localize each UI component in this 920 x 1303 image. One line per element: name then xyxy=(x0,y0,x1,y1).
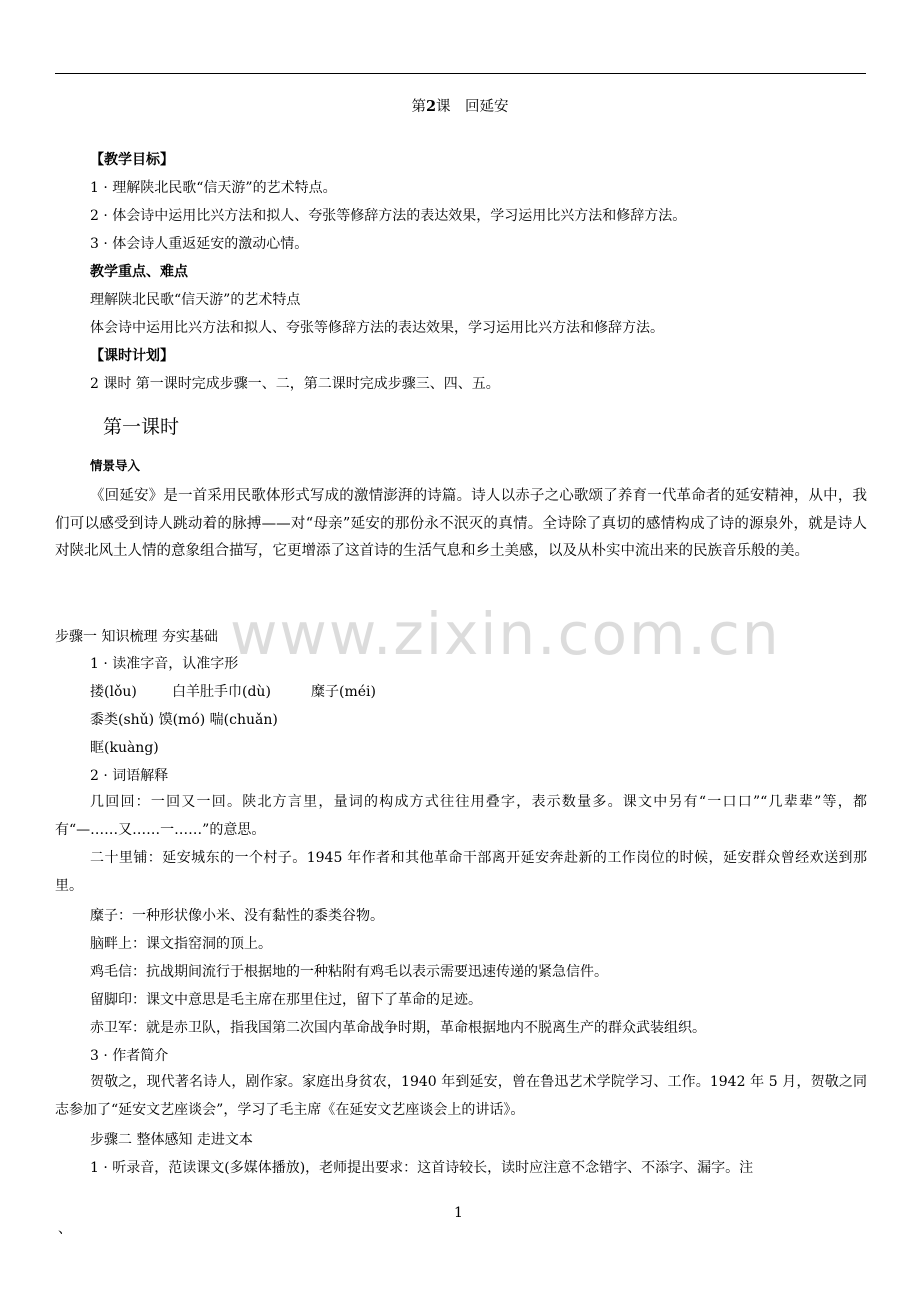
lesson-number: 2 xyxy=(425,98,437,115)
intro-heading: 情景导入 xyxy=(90,458,141,473)
word-entry: 糜子：一种形状像小米、没有黏性的黍类谷物。 xyxy=(90,908,384,924)
author-heading: 3 · 作者简介 xyxy=(90,1048,169,1064)
word-entry: 几回回：一回又一回。陕北方言里，量词的构成方式往往用叠字，表示数量多。课文中另有“一口口”“几辈辈”等，都有“—……又……一……”的意思。 xyxy=(55,794,867,838)
word-entry: 脑畔上：课文指窑洞的顶上。 xyxy=(90,936,272,952)
corner-mark: 、 xyxy=(58,1221,72,1237)
pron-row: 黍类(shǔ) 馍(mó) 喘(chuǎn) xyxy=(90,712,278,728)
keypoint-item: 体会诗中运用比兴方法和拟人、夸张等修辞方法的表达效果，学习运用比兴方法和修辞方法。 xyxy=(90,320,664,336)
author-paragraph: 贺敬之，现代著名诗人，剧作家。家庭出身贫农，1940 年到延安，曾在鲁迅艺术学院学习、工作。1942 年 5 月，贺敬之同志参加了“延安文艺座谈会”，学习了毛主席《在延安文艺座谈会上的讲话》。 xyxy=(55,1074,867,1118)
lesson1-heading: 第一课时 xyxy=(103,416,180,438)
pron-heading: 1 · 读准字音，认准字形 xyxy=(90,656,239,672)
step2-heading: 步骤二 整体感知 走进文本 xyxy=(90,1132,253,1148)
goal-item: 1 · 理解陕北民歌“信天游”的艺术特点。 xyxy=(90,180,337,196)
step1-heading: 步骤一 知识梳理 夯实基础 xyxy=(55,629,218,645)
keypoint-item: 理解陕北民歌“信天游”的艺术特点 xyxy=(90,292,301,308)
step2-item: 1 · 听录音，范读课文(多媒体播放)，老师提出要求：这首诗较长，读时应注意不念错字、不添字、漏字。注 xyxy=(90,1160,754,1176)
header-rule xyxy=(55,73,866,74)
page-number: 1 xyxy=(454,1205,463,1221)
words-heading: 2 · 词语解释 xyxy=(90,768,169,784)
plan-heading: 【课时计划】 xyxy=(90,348,174,364)
plan-text: 2 课时 第一课时完成步骤一、二，第二课时完成步骤三、四、五。 xyxy=(90,376,500,392)
word-entry: 赤卫军：就是赤卫队，指我国第二次国内革命战争时期，革命根据地内不脱离生产的群众武装组织。 xyxy=(90,1020,706,1036)
watermark: www.zixin.com.cn xyxy=(230,600,781,668)
pron-item: 搂(lǒu) xyxy=(90,684,137,700)
goals-heading: 【教学目标】 xyxy=(90,152,174,168)
pron-item: 糜子(méi) xyxy=(311,684,376,700)
pron-row: 眶(kuàng) xyxy=(90,740,159,756)
word-entry: 留脚印：课文中意思是毛主席在那里住过，留下了革命的足迹。 xyxy=(90,992,482,1008)
word-entry: 鸡毛信：抗战期间流行于根据地的一种粘附有鸡毛以表示需要迅速传递的紧急信件。 xyxy=(90,964,608,980)
goal-item: 2 · 体会诗中运用比兴方法和拟人、夸张等修辞方法的表达效果，学习运用比兴方法和修辞方法。 xyxy=(90,208,687,224)
keypoints-heading: 教学重点、难点 xyxy=(90,264,188,280)
pron-item: 白羊肚手巾(dù) xyxy=(172,684,271,700)
goal-item: 3 · 体会诗人重返延安的激动心情。 xyxy=(90,236,309,252)
page-title: 第2课 回延安 xyxy=(411,98,509,115)
word-entry: 二十里铺：延安城东的一个村子。1945 年作者和其他革命干部离开延安奔赴新的工作岗位的时候，延安群众曾经欢送到那里。 xyxy=(55,850,867,894)
intro-paragraph: 《回延安》是一首采用民歌体形式写成的激情澎湃的诗篇。诗人以赤子之心歌颂了养育一代革命者的延安精神，从中，我们可以感受到诗人跳动着的脉搏——对“母亲”延安的那份永不泯灭的真情。全诗除了真切的感情构成了诗的源泉外，就是诗人对陕北风土人情的意象组合描写，它更增添了这首诗的生活气息和乡土美感，以及从朴实中流出来的民族音乐般的美。 xyxy=(55,488,867,559)
